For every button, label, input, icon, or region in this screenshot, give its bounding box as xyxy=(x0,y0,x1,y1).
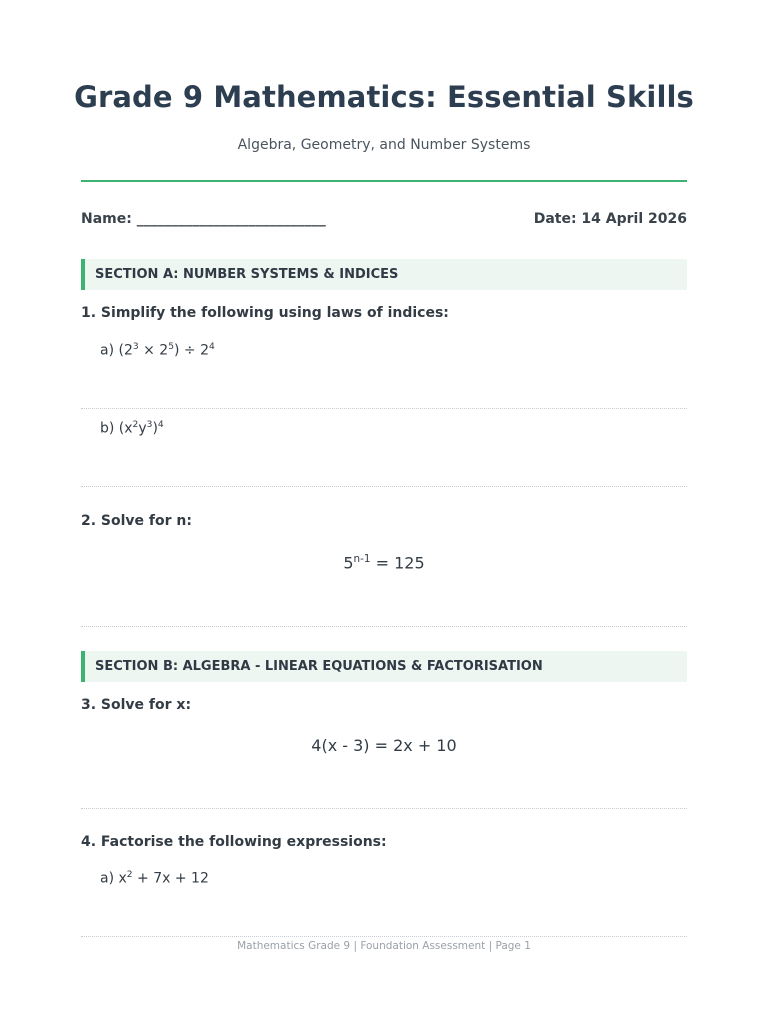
answer-line xyxy=(81,808,687,809)
question-1a: a) $(2^3 \times 2^5) \div 2^4$ xyxy=(100,342,215,359)
page-title: Grade 9 Mathematics: Essential Skills xyxy=(74,80,694,114)
date-label: Date: 14 April 2026 xyxy=(533,211,687,227)
header-divider xyxy=(81,180,687,182)
question-4: 4. Factorise the following expressions: xyxy=(81,834,387,850)
question-2-equation: $5^{n-1} = 125$ xyxy=(343,553,425,573)
question-3-equation: 4(x - 3) = 2x + 10 xyxy=(311,736,457,755)
question-4a: a) $x^2 + 7x + 12$ xyxy=(100,870,209,887)
answer-line xyxy=(81,626,687,627)
footer-divider xyxy=(81,936,687,937)
section-a-heading: SECTION A: NUMBER SYSTEMS & INDICES xyxy=(81,259,687,290)
question-1: 1. Simplify the following using laws of indices: xyxy=(81,305,449,321)
question-1b: b) $(x^2y^3)^4$ xyxy=(100,420,164,437)
page-subtitle: Algebra, Geometry, and Number Systems xyxy=(237,137,531,153)
page-footer: Mathematics Grade 9 | Foundation Assessment | Page 1 xyxy=(237,940,531,952)
section-b-heading: SECTION B: ALGEBRA - LINEAR EQUATIONS & FACTORISATION xyxy=(81,651,687,682)
question-3: 3. Solve for x: xyxy=(81,697,192,713)
name-field-label: Name: ___________________________ xyxy=(81,211,326,227)
question-2: 2. Solve for n: xyxy=(81,513,192,529)
answer-line xyxy=(81,486,687,487)
answer-line xyxy=(81,408,687,409)
